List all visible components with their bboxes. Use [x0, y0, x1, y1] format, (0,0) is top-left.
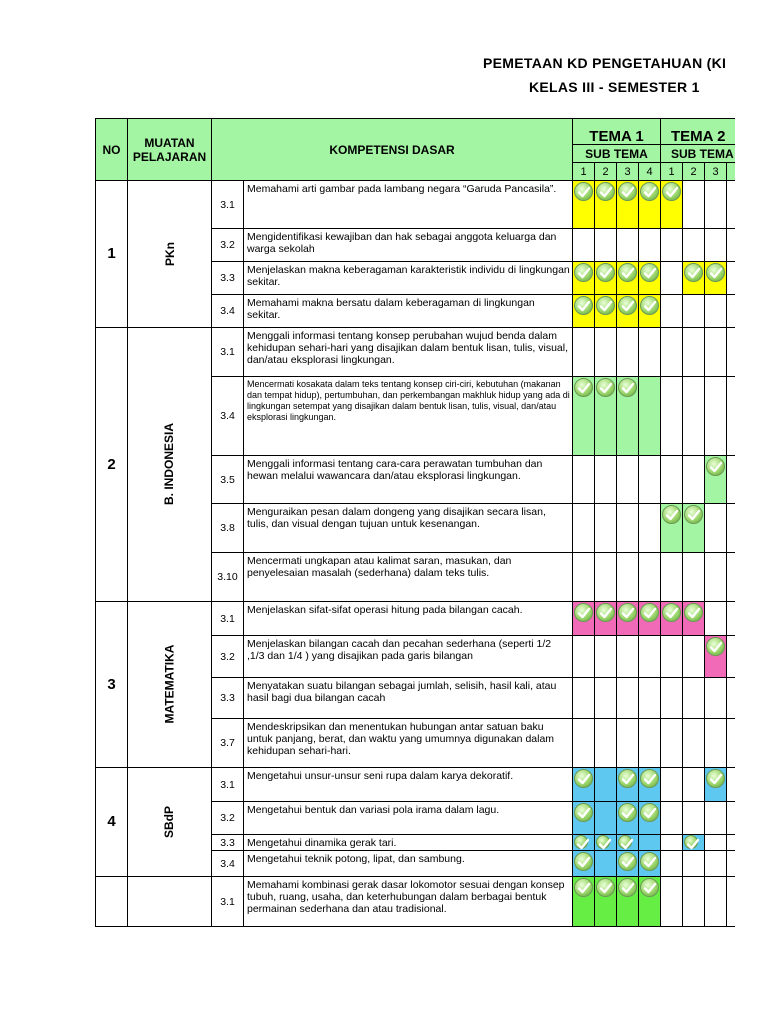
checkmark-icon: [574, 378, 593, 397]
subtema-cell-extra: [727, 377, 735, 456]
subtema-cell-3: [617, 719, 639, 768]
subtema-cell-1: [573, 504, 595, 553]
subject-number: 2: [96, 328, 128, 602]
subject-number: [96, 877, 128, 927]
kd-text: Mengetahui bentuk dan variasi pola irama dalam lagu.: [244, 802, 573, 835]
header-no: NO: [96, 119, 128, 181]
checkmark-icon: [596, 263, 615, 282]
checkmark-icon: [640, 603, 659, 622]
subtema-cell-1: [573, 602, 595, 636]
subtema-cell-1: [573, 636, 595, 678]
subtema-cell-2: [595, 262, 617, 295]
subtema-cell-7: [705, 262, 727, 295]
subtema-cell-6: [683, 553, 705, 602]
checkmark-icon: [684, 835, 698, 849]
subtema-cell-2: [595, 456, 617, 504]
kd-number: 3.4: [212, 851, 244, 877]
kd-number: 3.1: [212, 328, 244, 377]
subtema-cell-2: [595, 768, 617, 802]
checkmark-icon: [684, 505, 703, 524]
subject-name-label: B. INDONESIA: [162, 422, 177, 506]
subtema-number-7: 3: [705, 163, 727, 181]
checkmark-icon: [574, 263, 593, 282]
checkmark-icon: [640, 182, 659, 201]
subtema-cell-5: [661, 262, 683, 295]
subtema-cell-6: [683, 636, 705, 678]
subtema-cell-5: [661, 678, 683, 719]
subtema-number-extra: [727, 163, 735, 181]
subtema-cell-7: [705, 636, 727, 678]
subtema-cell-3: [617, 262, 639, 295]
subtema-cell-1: [573, 877, 595, 927]
subtema-cell-2: [595, 377, 617, 456]
subtema-cell-6: [683, 835, 705, 851]
subtema-cell-6: [683, 328, 705, 377]
kd-text: Mencermati kosakata dalam teks tentang konsep ciri-ciri, kebutuhan (makanan dan tempat hidup), pertumbuhan, dan perkembangan makhluk hidup yang ada di lingkungan setempat yang disajikan dalam bentuk lisan, tulis, visual, dan/atau eksplorasi lingkungan.: [244, 377, 573, 456]
header-muatan: MUATAN PELAJARAN: [128, 119, 212, 181]
subtema-cell-7: [705, 456, 727, 504]
subject-number: 1: [96, 181, 128, 328]
subtema-cell-extra: [727, 835, 735, 851]
subtema-cell-3: [617, 181, 639, 229]
subtema-cell-6: [683, 851, 705, 877]
subtema-cell-5: [661, 229, 683, 262]
subtema-cell-3: [617, 636, 639, 678]
checkmark-icon: [706, 457, 725, 476]
checkmark-icon: [596, 603, 615, 622]
subtema-cell-extra: [727, 636, 735, 678]
subtema-cell-extra: [727, 181, 735, 229]
kd-number: 3.1: [212, 877, 244, 927]
subtema-cell-extra: [727, 719, 735, 768]
subtema-cell-2: [595, 504, 617, 553]
subtema-cell-6: [683, 678, 705, 719]
subtema-cell-1: [573, 328, 595, 377]
subtema-cell-extra: [727, 328, 735, 377]
subtema-cell-4: [639, 553, 661, 602]
subtema-cell-4: [639, 636, 661, 678]
checkmark-icon: [618, 803, 637, 822]
subtema-cell-6: [683, 456, 705, 504]
subtema-cell-2: [595, 802, 617, 835]
kd-text: Mencermati ungkapan atau kalimat saran, masukan, dan penyelesaian masalah (sederhana) dalam teks tulis.: [244, 553, 573, 602]
subtema-cell-3: [617, 456, 639, 504]
kd-text: Menggali informasi tentang cara-cara perawatan tumbuhan dan hewan melalui wawancara dan/atau eksplorasi lingkungan.: [244, 456, 573, 504]
subtema-cell-5: [661, 328, 683, 377]
subtema-cell-6: [683, 802, 705, 835]
subtema-cell-2: [595, 678, 617, 719]
kd-text: Mengidentifikasi kewajiban dan hak sebagai anggota keluarga dan warga sekolah: [244, 229, 573, 262]
checkmark-icon: [706, 637, 725, 656]
subject-name-label: MATEMATIKA: [162, 644, 177, 724]
subtema-cell-4: [639, 328, 661, 377]
subtema-cell-2: [595, 835, 617, 851]
subtema-cell-4: [639, 835, 661, 851]
subtema-cell-7: [705, 678, 727, 719]
subtema-cell-extra: [727, 851, 735, 877]
kd-number: 3.4: [212, 295, 244, 328]
subtema-number-5: 1: [661, 163, 683, 181]
checkmark-icon: [618, 182, 637, 201]
subtema-cell-extra: [727, 229, 735, 262]
subject-name: [128, 877, 212, 927]
kd-number: 3.8: [212, 504, 244, 553]
checkmark-icon: [618, 835, 632, 849]
subtema-cell-4: [639, 768, 661, 802]
subtema-number-3: 3: [617, 163, 639, 181]
kd-row: [96, 328, 736, 377]
subtema-cell-6: [683, 262, 705, 295]
subtema-cell-5: [661, 719, 683, 768]
checkmark-icon: [618, 878, 637, 897]
subtema-cell-1: [573, 851, 595, 877]
subtema-cell-4: [639, 504, 661, 553]
kd-number: 3.5: [212, 456, 244, 504]
subtema-cell-5: [661, 295, 683, 328]
kd-number: 3.3: [212, 835, 244, 851]
checkmark-icon: [596, 296, 615, 315]
kd-number: 3.10: [212, 553, 244, 602]
checkmark-icon: [706, 769, 725, 788]
subtema-cell-extra: [727, 678, 735, 719]
subtema-cell-5: [661, 553, 683, 602]
kd-number: 3.7: [212, 719, 244, 768]
kd-text: Menggali informasi tentang konsep perubahan wujud benda dalam kehidupan sehari-hari yang disajikan dalam bentuk lisan, tulis, visual, dan/atau eksplorasi lingkungan.: [244, 328, 573, 377]
subtema-cell-4: [639, 802, 661, 835]
subtema-cell-3: [617, 295, 639, 328]
subtema-cell-7: [705, 802, 727, 835]
checkmark-icon: [640, 296, 659, 315]
subtema-cell-2: [595, 851, 617, 877]
subtema-cell-1: [573, 678, 595, 719]
kd-text: Menjelaskan makna keberagaman karakteristik individu di lingkungan sekitar.: [244, 262, 573, 295]
subtema-cell-1: [573, 719, 595, 768]
subtema-cell-3: [617, 835, 639, 851]
subtema-cell-extra: [727, 504, 735, 553]
kd-number: 3.2: [212, 229, 244, 262]
subtema-cell-extra: [727, 768, 735, 802]
kd-text: Mengetahui dinamika gerak tari.: [244, 835, 573, 851]
subtema-cell-7: [705, 835, 727, 851]
subtema-cell-6: [683, 877, 705, 927]
subtema-cell-2: [595, 181, 617, 229]
subtema-cell-1: [573, 181, 595, 229]
subject-name: [128, 768, 212, 877]
kd-mapping-table: [95, 118, 735, 948]
kd-row: [96, 602, 736, 636]
subtema-cell-6: [683, 602, 705, 636]
subtema-cell-5: [661, 877, 683, 927]
subtema-cell-1: [573, 553, 595, 602]
subtema-cell-7: [705, 768, 727, 802]
page-bottom-margin: [95, 944, 735, 1024]
checkmark-icon: [574, 182, 593, 201]
checkmark-icon: [574, 835, 588, 849]
kd-number: 3.1: [212, 602, 244, 636]
subtema-number-1: 1: [573, 163, 595, 181]
header-subtema-1: SUB TEMA: [573, 145, 661, 163]
subtema-cell-7: [705, 377, 727, 456]
subtema-cell-3: [617, 768, 639, 802]
subtema-cell-3: [617, 602, 639, 636]
subtema-cell-3: [617, 377, 639, 456]
subtema-cell-7: [705, 719, 727, 768]
kd-number: 3.1: [212, 768, 244, 802]
subtema-number-6: 2: [683, 163, 705, 181]
subtema-cell-2: [595, 719, 617, 768]
subtema-cell-5: [661, 504, 683, 553]
subtema-cell-6: [683, 229, 705, 262]
header-subtema-2: SUB TEMA: [661, 145, 735, 163]
kd-text: Memahami kombinasi gerak dasar lokomotor sesuai dengan konsep tubuh, ruang, usaha, dan keterhubungan dalam berbagai bentuk permainan sederhana dan atau tradisional.: [244, 877, 573, 927]
subtema-cell-4: [639, 678, 661, 719]
kd-text: Menjelaskan bilangan cacah dan pecahan sederhana (seperti 1/2 ,1/3 dan 1/4 ) yang disajikan pada garis bilangan: [244, 636, 573, 678]
subtema-cell-3: [617, 851, 639, 877]
subtema-cell-7: [705, 295, 727, 328]
checkmark-icon: [574, 769, 593, 788]
subtema-cell-4: [639, 377, 661, 456]
subtema-cell-1: [573, 835, 595, 851]
subtema-cell-1: [573, 295, 595, 328]
subtema-cell-7: [705, 181, 727, 229]
checkmark-icon: [574, 603, 593, 622]
kd-number: 3.2: [212, 802, 244, 835]
subtema-cell-5: [661, 456, 683, 504]
subtema-cell-5: [661, 377, 683, 456]
kd-text: Menyatakan suatu bilangan sebagai jumlah, selisih, hasil kali, atau hasil bagi dua bilangan cacah: [244, 678, 573, 719]
subtema-cell-7: [705, 877, 727, 927]
subtema-cell-extra: [727, 802, 735, 835]
subtema-cell-1: [573, 229, 595, 262]
subtema-cell-5: [661, 768, 683, 802]
subtema-cell-1: [573, 802, 595, 835]
subtema-cell-extra: [727, 602, 735, 636]
subtema-cell-2: [595, 636, 617, 678]
checkmark-icon: [640, 769, 659, 788]
kd-number: 3.3: [212, 678, 244, 719]
kd-number: 3.4: [212, 377, 244, 456]
checkmark-icon: [618, 852, 637, 871]
subtema-cell-4: [639, 602, 661, 636]
subtema-cell-1: [573, 456, 595, 504]
subtema-cell-3: [617, 678, 639, 719]
kd-text: Memahami makna bersatu dalam keberagaman di lingkungan sekitar.: [244, 295, 573, 328]
checkmark-icon: [684, 263, 703, 282]
checkmark-icon: [640, 878, 659, 897]
subject-number: 3: [96, 602, 128, 768]
checkmark-icon: [596, 835, 610, 849]
subtema-cell-4: [639, 229, 661, 262]
subtema-cell-1: [573, 377, 595, 456]
checkmark-icon: [618, 296, 637, 315]
checkmark-icon: [574, 296, 593, 315]
subtema-cell-5: [661, 602, 683, 636]
subtema-cell-5: [661, 835, 683, 851]
subject-name: [128, 181, 212, 328]
kd-row: [96, 877, 736, 927]
subtema-cell-5: [661, 851, 683, 877]
checkmark-icon: [596, 878, 615, 897]
subtema-cell-6: [683, 295, 705, 328]
subtema-number-2: 2: [595, 163, 617, 181]
checkmark-icon: [574, 878, 593, 897]
subtema-number-4: 4: [639, 163, 661, 181]
subtema-cell-2: [595, 229, 617, 262]
kd-row: [96, 181, 736, 229]
checkmark-icon: [662, 182, 681, 201]
checkmark-icon: [574, 852, 593, 871]
subtema-cell-5: [661, 636, 683, 678]
checkmark-icon: [706, 263, 725, 282]
checkmark-icon: [618, 263, 637, 282]
kd-text: Menjelaskan sifat-sifat operasi hitung pada bilangan cacah.: [244, 602, 573, 636]
subtema-cell-6: [683, 719, 705, 768]
checkmark-icon: [618, 378, 637, 397]
checkmark-icon: [574, 803, 593, 822]
subtema-cell-2: [595, 328, 617, 377]
subject-name: [128, 602, 212, 768]
subtema-cell-3: [617, 328, 639, 377]
checkmark-icon: [640, 852, 659, 871]
subtema-cell-5: [661, 181, 683, 229]
header-kompetensi-dasar: KOMPETENSI DASAR: [212, 119, 573, 181]
subtema-cell-7: [705, 851, 727, 877]
subtema-cell-6: [683, 181, 705, 229]
checkmark-icon: [596, 378, 615, 397]
subtema-cell-4: [639, 262, 661, 295]
subtema-cell-3: [617, 802, 639, 835]
subtema-cell-7: [705, 553, 727, 602]
checkmark-icon: [684, 603, 703, 622]
subtema-cell-7: [705, 229, 727, 262]
subtema-cell-4: [639, 295, 661, 328]
subtema-cell-4: [639, 851, 661, 877]
subtema-cell-4: [639, 181, 661, 229]
subtema-cell-extra: [727, 877, 735, 927]
subtema-cell-3: [617, 877, 639, 927]
kd-row: [96, 768, 736, 802]
checkmark-icon: [618, 769, 637, 788]
header-tema-1: TEMA 1: [573, 119, 661, 145]
subtema-cell-1: [573, 262, 595, 295]
checkmark-icon: [662, 603, 681, 622]
subtema-cell-5: [661, 802, 683, 835]
subtema-cell-2: [595, 602, 617, 636]
checkmark-icon: [596, 182, 615, 201]
subtema-cell-extra: [727, 553, 735, 602]
subtema-cell-2: [595, 877, 617, 927]
kd-text: Memahami arti gambar pada lambang negara “Garuda Pancasila”.: [244, 181, 573, 229]
subtema-cell-4: [639, 719, 661, 768]
kd-text: Mengetahui unsur-unsur seni rupa dalam karya dekoratif.: [244, 768, 573, 802]
subtema-cell-7: [705, 504, 727, 553]
subtema-cell-4: [639, 877, 661, 927]
page-title-line1: PEMETAAN KD PENGETAHUAN (KI: [483, 55, 727, 71]
subtema-cell-6: [683, 377, 705, 456]
subtema-cell-6: [683, 504, 705, 553]
subtema-cell-3: [617, 553, 639, 602]
subtema-cell-2: [595, 553, 617, 602]
kd-text: Menguraikan pesan dalam dongeng yang disajikan secara lisan, tulis, dan visual dengan tujuan untuk kesenangan.: [244, 504, 573, 553]
subject-name-label: SBdP: [162, 805, 177, 838]
subtema-cell-extra: [727, 456, 735, 504]
subject-name-label: PKn: [162, 241, 177, 266]
subtema-cell-3: [617, 504, 639, 553]
checkmark-icon: [640, 263, 659, 282]
subject-number: 4: [96, 768, 128, 877]
subtema-cell-7: [705, 328, 727, 377]
kd-text: Mendeskripsikan dan menentukan hubungan antar satuan baku untuk panjang, berat, dan waktu yang umumnya digunakan dalam kehidupan sehari-hari.: [244, 719, 573, 768]
checkmark-icon: [618, 603, 637, 622]
kd-number: 3.2: [212, 636, 244, 678]
checkmark-icon: [640, 803, 659, 822]
subtema-cell-4: [639, 456, 661, 504]
subtema-cell-1: [573, 768, 595, 802]
kd-text: Mengetahui teknik potong, lipat, dan sambung.: [244, 851, 573, 877]
kd-number: 3.3: [212, 262, 244, 295]
subtema-cell-extra: [727, 295, 735, 328]
subject-name: [128, 328, 212, 602]
kd-number: 3.1: [212, 181, 244, 229]
subtema-cell-6: [683, 768, 705, 802]
header-tema-2: TEMA 2: [661, 119, 735, 145]
subtema-cell-3: [617, 229, 639, 262]
page-title-line2: KELAS III - SEMESTER 1: [529, 79, 700, 95]
checkmark-icon: [662, 505, 681, 524]
subtema-cell-extra: [727, 262, 735, 295]
subtema-cell-7: [705, 602, 727, 636]
subtema-cell-2: [595, 295, 617, 328]
